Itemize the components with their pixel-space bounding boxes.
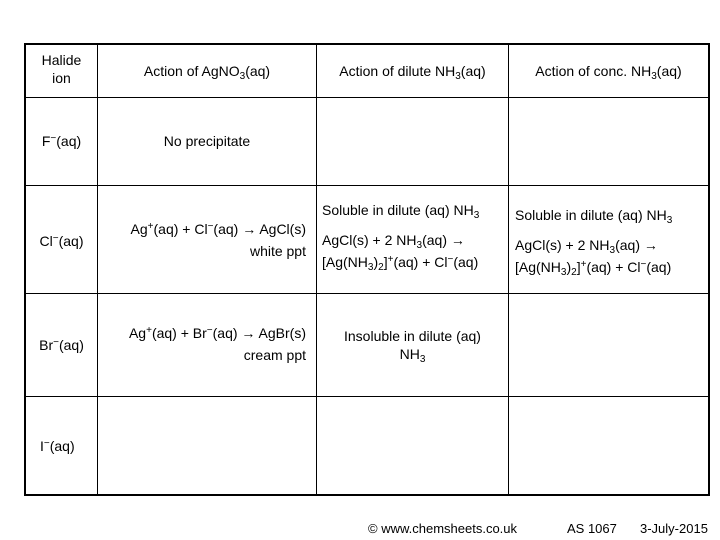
document-date: 3-July-2015 [640, 521, 708, 536]
row-ion-chloride: Cl−(aq) [39, 233, 84, 249]
chloride-agno3-equation: Ag+(aq) + Cl−(aq) → AgCl(s) [130, 221, 306, 237]
row-divider [26, 97, 708, 98]
bromide-dilute-nh3-result: Insoluble in dilute (aq) $NH_3$ [344, 328, 481, 365]
row-ion-iodide: I−(aq) [40, 438, 75, 454]
chloride-conc-nh3-equation-line2: $[Ag(NH_3)_2]^+(aq) + Cl^-(aq)$ [515, 259, 672, 278]
bromide-agno3-equation: Ag+(aq) + Br−(aq) → AgBr(s) [128, 325, 306, 341]
header-agno3: Action of AgNO$_3$(aq) [143, 63, 271, 82]
bromide-agno3-ppt: cream ppt [243, 347, 306, 363]
row-divider [26, 396, 708, 397]
document-code: AS 1067 [567, 521, 617, 536]
header-conc-nh3: Action of conc. $NH_3(aq)$ [535, 63, 682, 82]
chloride-dilute-nh3-title: Soluble in dilute (aq) $NH_3$ [322, 202, 480, 221]
column-divider [97, 45, 98, 494]
chloride-conc-nh3-equation-line1: AgCl(s) + 2 $NH_3(aq)$ → [515, 237, 658, 256]
copyright-link[interactable]: © www.chemsheets.co.uk [368, 521, 518, 536]
chloride-conc-nh3-title: Soluble in dilute (aq) $NH_3$ [515, 207, 673, 226]
fluoride-agno3-result: No precipitate [163, 133, 251, 149]
row-ion-fluoride: F−(aq) [41, 133, 82, 149]
row-divider [26, 185, 708, 186]
chloride-agno3-ppt: white ppt [249, 243, 306, 259]
chloride-dilute-nh3-equation-line1: AgCl(s) + 2 $NH_3(aq)$ → [322, 232, 465, 251]
header-halide-ion: Halide ion [41, 52, 82, 86]
chloride-dilute-nh3-equation-line2: $[Ag(NH_3)_2]^+(aq) + Cl^-(aq)$ [322, 254, 479, 273]
row-divider [26, 293, 708, 294]
column-divider [316, 45, 317, 494]
header-dilute-nh3: Action of dilute $NH_3(aq)$ [339, 63, 486, 82]
row-ion-bromide: Br−(aq) [39, 337, 84, 353]
column-divider [508, 45, 509, 494]
halide-reactions-table [24, 43, 710, 496]
